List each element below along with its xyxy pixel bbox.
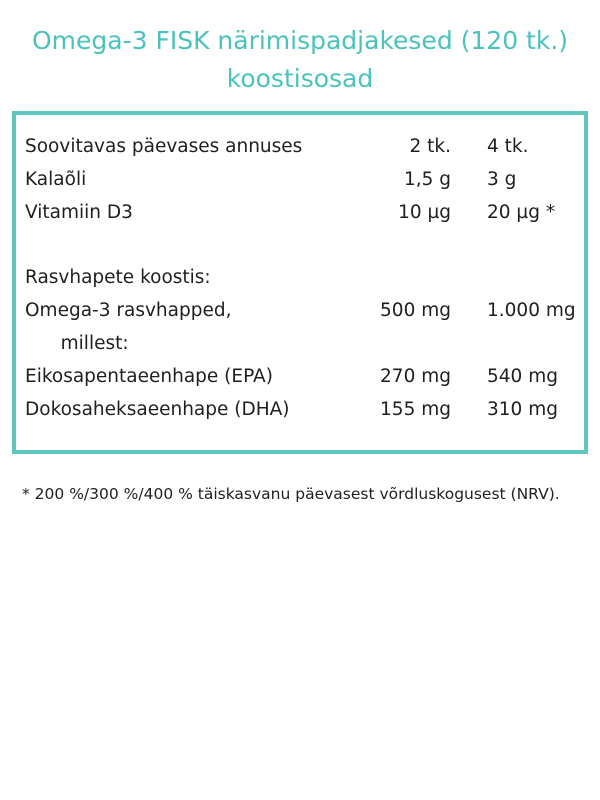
- row-value-dose-1: 270 mg: [380, 366, 451, 387]
- row-value-dose-1: 10 µg: [398, 202, 451, 223]
- row-value-dose-1: 2 tk.: [409, 136, 451, 157]
- section-heading: Rasvhapete koostis:: [25, 267, 211, 288]
- row-value-dose-1: 500 mg: [380, 300, 451, 321]
- row-label: Dokosaheksaeenhape (DHA): [25, 399, 290, 420]
- title-line-1: Omega-3 FISK närimispadjakesed (120 tk.): [31, 26, 569, 55]
- row-label: Soovitavas päevases annuses: [25, 136, 303, 157]
- row-value-dose-2: 540 mg: [487, 366, 558, 387]
- row-value-dose-2: 20 µg *: [487, 202, 556, 223]
- ingredients-panel: [12, 111, 588, 454]
- row-value-dose-2: 4 tk.: [487, 136, 529, 157]
- row-label: millest:: [43, 333, 129, 354]
- row-label: Eikosapentaeenhape (EPA): [25, 366, 273, 387]
- row-label: Kalaõli: [25, 169, 87, 190]
- row-value-dose-2: 1.000 mg: [487, 300, 576, 321]
- row-value-dose-2: 310 mg: [487, 399, 558, 420]
- row-label: Vitamiin D3: [25, 202, 133, 223]
- row-value-dose-1: 1,5 g: [403, 169, 451, 190]
- footnote: * 200 %/300 %/400 % täiskasvanu päevasest võrdluskogusest (NRV).: [22, 485, 560, 503]
- title-line-2: koostisosad: [226, 64, 374, 93]
- row-label: Omega-3 rasvhapped,: [25, 300, 232, 321]
- row-value-dose-1: 155 mg: [380, 399, 451, 420]
- row-value-dose-2: 3 g: [487, 169, 517, 190]
- page-title: [0, 22, 600, 98]
